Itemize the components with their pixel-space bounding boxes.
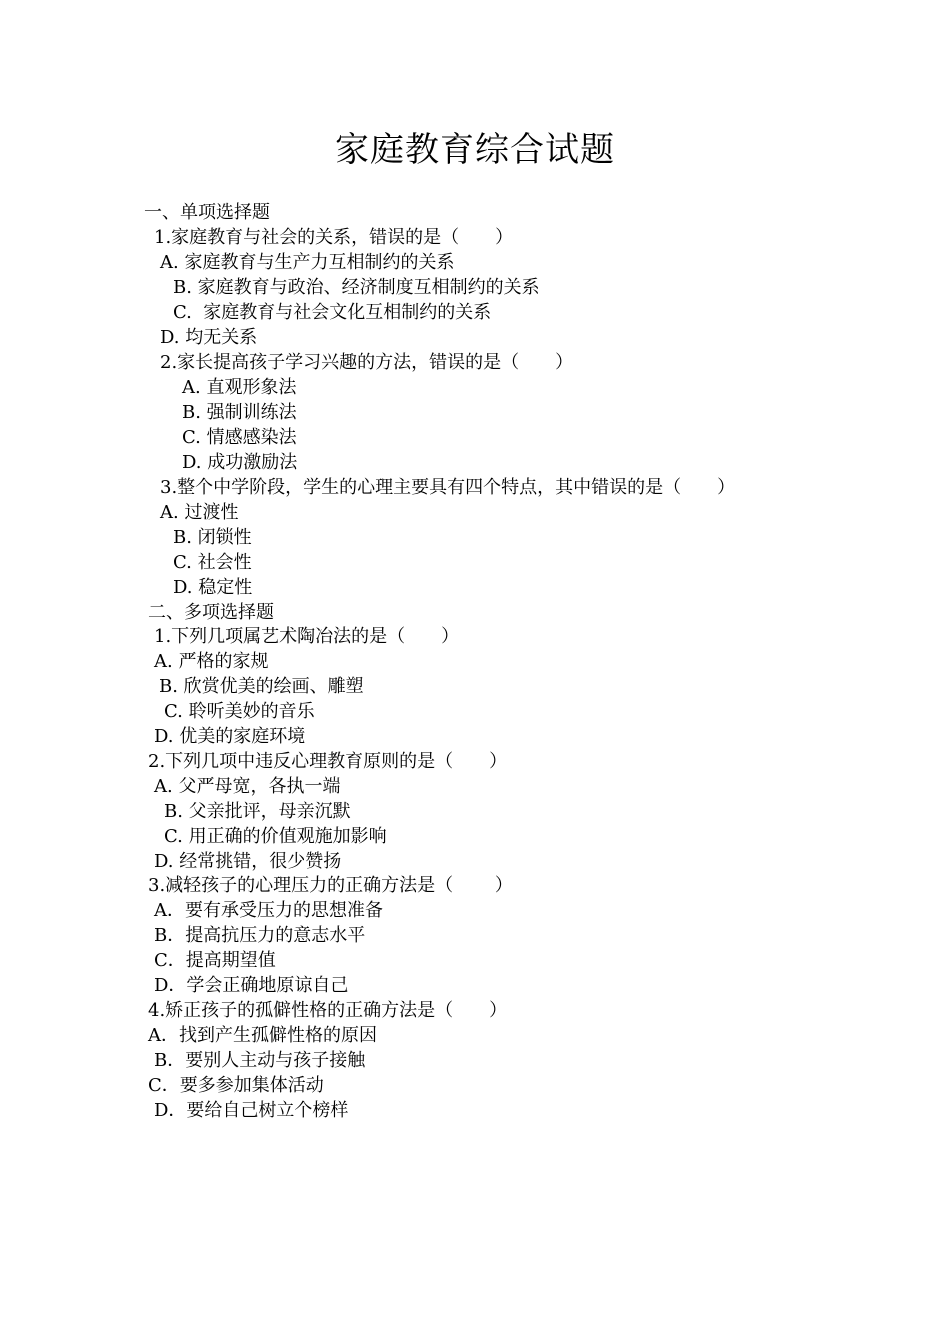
option-text: B. 闭锁性 xyxy=(173,527,252,548)
option-text: B. 欣赏优美的绘画、雕塑 xyxy=(159,676,364,697)
option-text: A. 直观形象法 xyxy=(182,377,297,398)
option-text: A. 家庭教育与生产力互相制约的关系 xyxy=(160,252,455,273)
section-heading-single-choice: 一、单项选择题 xyxy=(144,202,270,223)
option-text: A．找到产生孤僻性格的原因 xyxy=(148,1025,377,1046)
option-text: B. 强制训练法 xyxy=(182,402,297,423)
question-text: 3.整个中学阶段，学生的心理主要具有四个特点，其中错误的是（ ） xyxy=(160,477,736,498)
question-text: 2.家长提高孩子学习兴趣的方法，错误的是（ ） xyxy=(160,352,574,373)
option-text: D. 稳定性 xyxy=(173,577,253,598)
option-text: B．提高抗压力的意志水平 xyxy=(154,925,366,946)
option-text: C．要多参加集体活动 xyxy=(148,1075,324,1096)
option-text: C．提高期望值 xyxy=(154,950,276,971)
option-text: B．要别人主动与孩子接触 xyxy=(154,1050,366,1071)
question-text: 3.减轻孩子的心理压力的正确方法是（ ） xyxy=(148,875,513,896)
option-text: A. 父严母宽，各执一端 xyxy=(154,776,341,797)
option-text: D．学会正确地原谅自己 xyxy=(154,975,349,996)
question-text: 4.矫正孩子的孤僻性格的正确方法是（ ） xyxy=(148,1000,508,1021)
option-text: B. 家庭教育与政治、经济制度互相制约的关系 xyxy=(173,277,540,298)
option-text: A. 过渡性 xyxy=(160,502,239,523)
option-text: A．要有承受压力的思想准备 xyxy=(154,900,383,921)
option-text: D. 成功激励法 xyxy=(182,452,298,473)
question-text: 1.家庭教育与社会的关系，错误的是（ ） xyxy=(154,227,514,248)
option-text: A. 严格的家规 xyxy=(154,651,269,672)
document-title: 家庭教育综合试题 xyxy=(335,130,615,170)
option-text: D. 优美的家庭环境 xyxy=(154,726,306,747)
option-text: D．要给自己树立个榜样 xyxy=(154,1100,349,1121)
option-text: C. 用正确的价值观施加影响 xyxy=(164,826,387,847)
option-text: C. 聆听美妙的音乐 xyxy=(164,701,315,722)
question-text: 2.下列几项中违反心理教育原则的是（ ） xyxy=(148,751,508,772)
option-text: D. 均无关系 xyxy=(160,327,258,348)
section-heading-multiple-choice: 二、多项选择题 xyxy=(148,602,274,623)
option-text: B. 父亲批评，母亲沉默 xyxy=(164,801,351,822)
question-text: 1.下列几项属艺术陶冶法的是（ ） xyxy=(154,626,460,647)
option-text: C. 社会性 xyxy=(173,552,252,573)
option-text: C. 情感感染法 xyxy=(182,427,297,448)
option-text: C. 家庭教育与社会文化互相制约的关系 xyxy=(173,302,492,323)
option-text: D. 经常挑错，很少赞扬 xyxy=(154,851,342,872)
